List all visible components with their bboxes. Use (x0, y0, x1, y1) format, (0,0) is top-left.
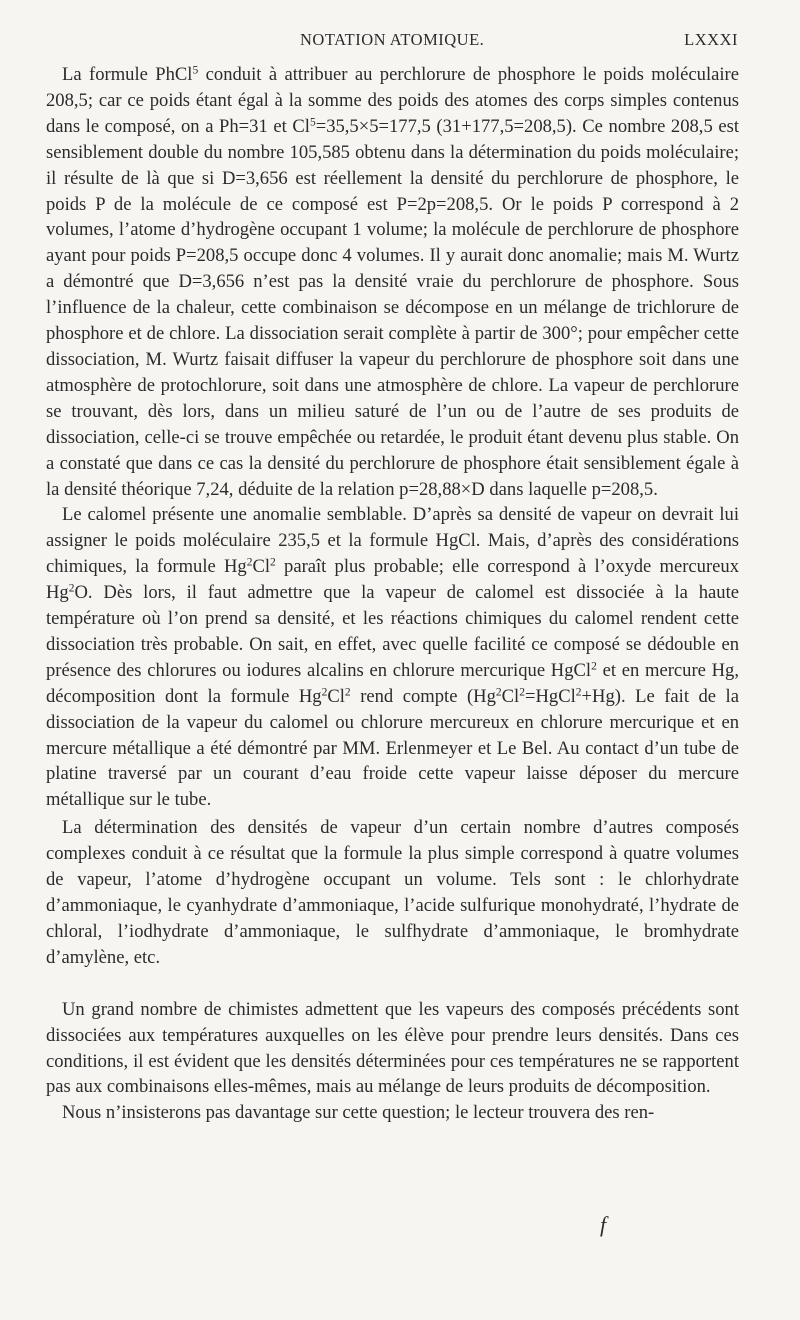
paragraph-composes-complexes (46, 815, 739, 970)
superscript: 2 (68, 582, 75, 595)
text-run: paraît plus probable; elle correspond à l’oxyde mercureux Hg (46, 556, 739, 604)
superscript: 2 (519, 686, 525, 699)
body-text (46, 62, 739, 1126)
paragraph-dissociation (46, 997, 739, 1101)
text-run: Cl (327, 685, 345, 707)
text-run: et en mercure Hg, décomposition dont la formule Hg (46, 659, 739, 707)
signature-mark: f (600, 1212, 607, 1237)
text-run: Un grand nombre de chimistes admettent que les vapeurs des composés précédents sont dissociées aux températures auxquelles on les élève pour prendre leurs densités. Dans ces conditions, il est évident que les densités déterminées pour ces températures ne se rapportent pas aux combinaisons elles-mêmes, mais au mélange de leurs produits de décomposition. (46, 998, 739, 1098)
page-number: LXXXI (684, 30, 738, 49)
superscript: 5 (309, 116, 316, 129)
superscript: 2 (321, 686, 328, 699)
paragraph-perchlorure (46, 62, 739, 502)
text-run: conduit à attribuer au perchlorure de phosphore le poids moléculaire 208,5; car ce poids étant égal à la somme des poids des atomes des corps simples contenus dans le composé, on a Ph=31 et Cl (46, 64, 739, 137)
text-run: La détermination des densités de vapeur d’un certain nombre d’autres composés complexes conduit à ce résultat que la formule la plus simple correspond à quatre volumes de vapeur, l’atome d’hydrogène occupant un volume. Tels sont : le chlorhydrate d’ammoniaque, le cyanhydrate d’ammoniaque, l’acide sulfurique monohydraté, l’hydrate de chloral, l’iodhydrate d’ammoniaque, le sulfhydrate d’ammoniaque, le bromhydrate d’amylène, etc. (46, 817, 739, 968)
text-run: Le calomel présente une anomalie semblable. D’après sa densité de vapeur on devrait lui assigner le poids moléculaire 235,5 et la formule HgCl. Mais, d’après des considérations chimiques, la formule Hg (46, 504, 739, 578)
text-run: Cl (252, 556, 271, 578)
superscript: 2 (495, 686, 502, 699)
text-run: La formule PhCl (62, 64, 193, 85)
superscript: 2 (591, 660, 597, 673)
text-run: Nous n’insisterons pas davantage sur cette question; le lecteur trouvera des ren- (62, 1102, 655, 1124)
superscript: 5 (192, 64, 199, 77)
paragraph-conclusion (46, 1100, 739, 1126)
paragraph-calomel (46, 502, 739, 813)
text-run: =HgCl (525, 685, 576, 707)
superscript: 2 (246, 556, 253, 569)
text-run: +Hg). Le fait de la dissociation de la vapeur du calomel ou chlorure mercureux en chlorure mercurique et en mercure métallique a été démontré par MM. Erlenmeyer et Le Bel. Au contact d’un tube de platine traversé par un courant d’eau froide cette vapeur laisse déposer du mercure métallique sur le tube. (46, 685, 739, 811)
running-head-title: NOTATION ATOMIQUE. (300, 30, 485, 49)
text-run: O. Dès lors, il faut admettre que la vapeur de calomel est dissociée à la haute température où l’on prend sa densité, et les réactions chimiques du calomel rendent cette dissociation très probable. On sait, en effet, avec quelle facilité ce composé se dédouble en présence des chlorures ou iodures alcalins en chlorure mercurique HgCl (46, 582, 739, 681)
superscript: 2 (270, 556, 276, 569)
text-run: rend compte (Hg (350, 685, 496, 707)
running-head (48, 30, 738, 54)
text-run: =35,5×5=177,5 (31+177,5=208,5). Ce nombre 208,5 est sensiblement double du nombre 105,585 obtenu dans la détermination du poids moléculaire; il résulte de là que si D=3,656 est réellement la densité du perchlorure de phosphore, le poids P de la molécule de ce composé est P=2p=208,5. Or le poids P correspond à 2 volumes, l’atome d’hydrogène occupant 1 volume; la molécule de perchlorure de phosphore ayant pour poids P=208,5 occupe donc 4 volumes. Il y aurait donc anomalie; mais M. Wurtz a démontré que D=3,656 n’est pas la densité vraie du perchlorure de phosphore. Sous l’influence de la chaleur, cette combinaison se décompose en un mélange de trichlorure de phosphore et de chlore. La dissociation serait complète à partir de 300°; pour empêcher cette dissociation, M. Wurtz faisait diffuser la vapeur du perchlorure de phosphore soit dans une atmosphère de protochlorure, soit dans une atmosphère de chlore. La vapeur de perchlorure se trouvant, dès lors, dans un milieu saturé de l’un ou de l’autre de ses produits de dissociation, celle-ci se trouve empêchée ou retardée, le produit étant devenu plus stable. On a constaté que dans ce cas la densité du perchlorure de phosphore était sensiblement égale à la densité théorique 7,24, déduite de la relation p=28,88×D dans laquelle p=208,5. (46, 115, 739, 500)
superscript: 2 (344, 686, 351, 699)
text-run: Cl (501, 685, 520, 707)
superscript: 2 (575, 686, 582, 699)
